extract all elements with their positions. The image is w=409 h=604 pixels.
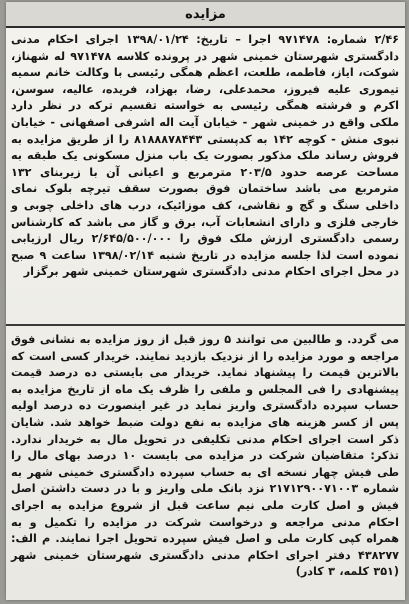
notice-title: مزایده [185, 6, 226, 22]
column-divider [6, 324, 405, 326]
notice-paragraph-2: می گردد. و طالبین می توانند ۵ روز قبل از روز مزایده به نشانی فوق مراجعه و مورد مزایده را از نزدیک بازدید نمایند. خریدار کسی است که بالاترین قیمت را پیشنهاد نماید. خریدار می بایستی ده درصد قیمت پیشنهادی را فی المجلس و ملفی را ظرف یک ماه از تاریخ مزایده به حساب سپرده دادگستری واریز نماید در غیر اینصورت ده درصد اولیه پس از کسر هزینه های مزایده به نفع دولت ضبط خواهد شد. شایان ذکر است اجرای احکام مدنی تکلیفی در تحویل مال به خریدار ندارد. تذکر: متقاضیان شرکت در مزایده می بایست ۱۰ درصد بهای مال را طی فیش چهار نسخه ای به حساب سپرده دادگستری خمینی شهر به شماره ۲۱۷۱۲۹۰۰۷۱۰۰۳ نزد بانک ملی واریز و با در دست داشتن اصل فیش و اصل کارت ملی نیم ساعت قبل از شروع مزایده به اجرای احکام مدنی مراجعه و درخواست شرکت در مزایده را تکمیل و به همراه کپی کارت ملی و اصل فیش سپرده تحویل اجرا نمایند. م الف: ۴۳۸۲۷۷ دفتر اجرای احکام مدنی دادگستری شهرستان خمینی شهر (۳۵۱ کلمه، ۳ کادر) [11, 333, 400, 579]
auction-notice-clipping [6, 2, 405, 600]
notice-header [6, 2, 405, 28]
notice-paragraph-1: ۲/۴۶ شماره: ۹۷۱۴۷۸ اجرا – تاریخ: ۱۳۹۸/۰۱/۲۴ اجرای احکام مدنی دادگستری شهرستان خمینی شهر در پرونده کلاسه ۹۷۱۴۷۸ له شهناز، شوکت، ایاز، فاطمه، طلعت، اعظم همگی رئیسی با وکالت خانم سمیه تیموری علیه فیروز، محمدعلی، رضا، بهزاد، فریده، عالیه، سوسن، اکرم و فرشته همگی رئیسی به خواسته تقسیم ترکه در نظر دارد ملکی واقع در خمینی شهر - خیابان آیت اله اشرفی اصفهانی - خیابان نبوی منش - کوچه ۱۴۲ به کدپستی ۸۱۸۸۸۷۸۴۴۳ را از طریق مزایده به فروش رساند ملک مذکور بصورت یک باب منزل مسکونی یک طبقه به مساحت عرصه حدود ۲۰۳/۵ مترمربع و اعیانی آن با زیربنای ۱۳۲ مترمربع می باشد ساختمان فوق بصورت سقف تیرچه بلوک نمای داخلی سنگ و گچ و نقاشی، کف موزائیک، درب های داخلی چوبی و خارجی فلزی و دارای انشعابات آب، برق و گاز می باشد که کارشناس رسمی دادگستری ارزش ملک فوق را ۲/۶۴۵/۵۰۰/۰۰۰ ریال ارزیابی نموده است لذا جلسه مزایده در تاریخ شنبه ۱۳۹۸/۰۲/۱۴ ساعت ۹ صبح در محل اجرای احکام مدنی دادگستری شهرستان خمینی شهر برگزار [11, 33, 400, 279]
